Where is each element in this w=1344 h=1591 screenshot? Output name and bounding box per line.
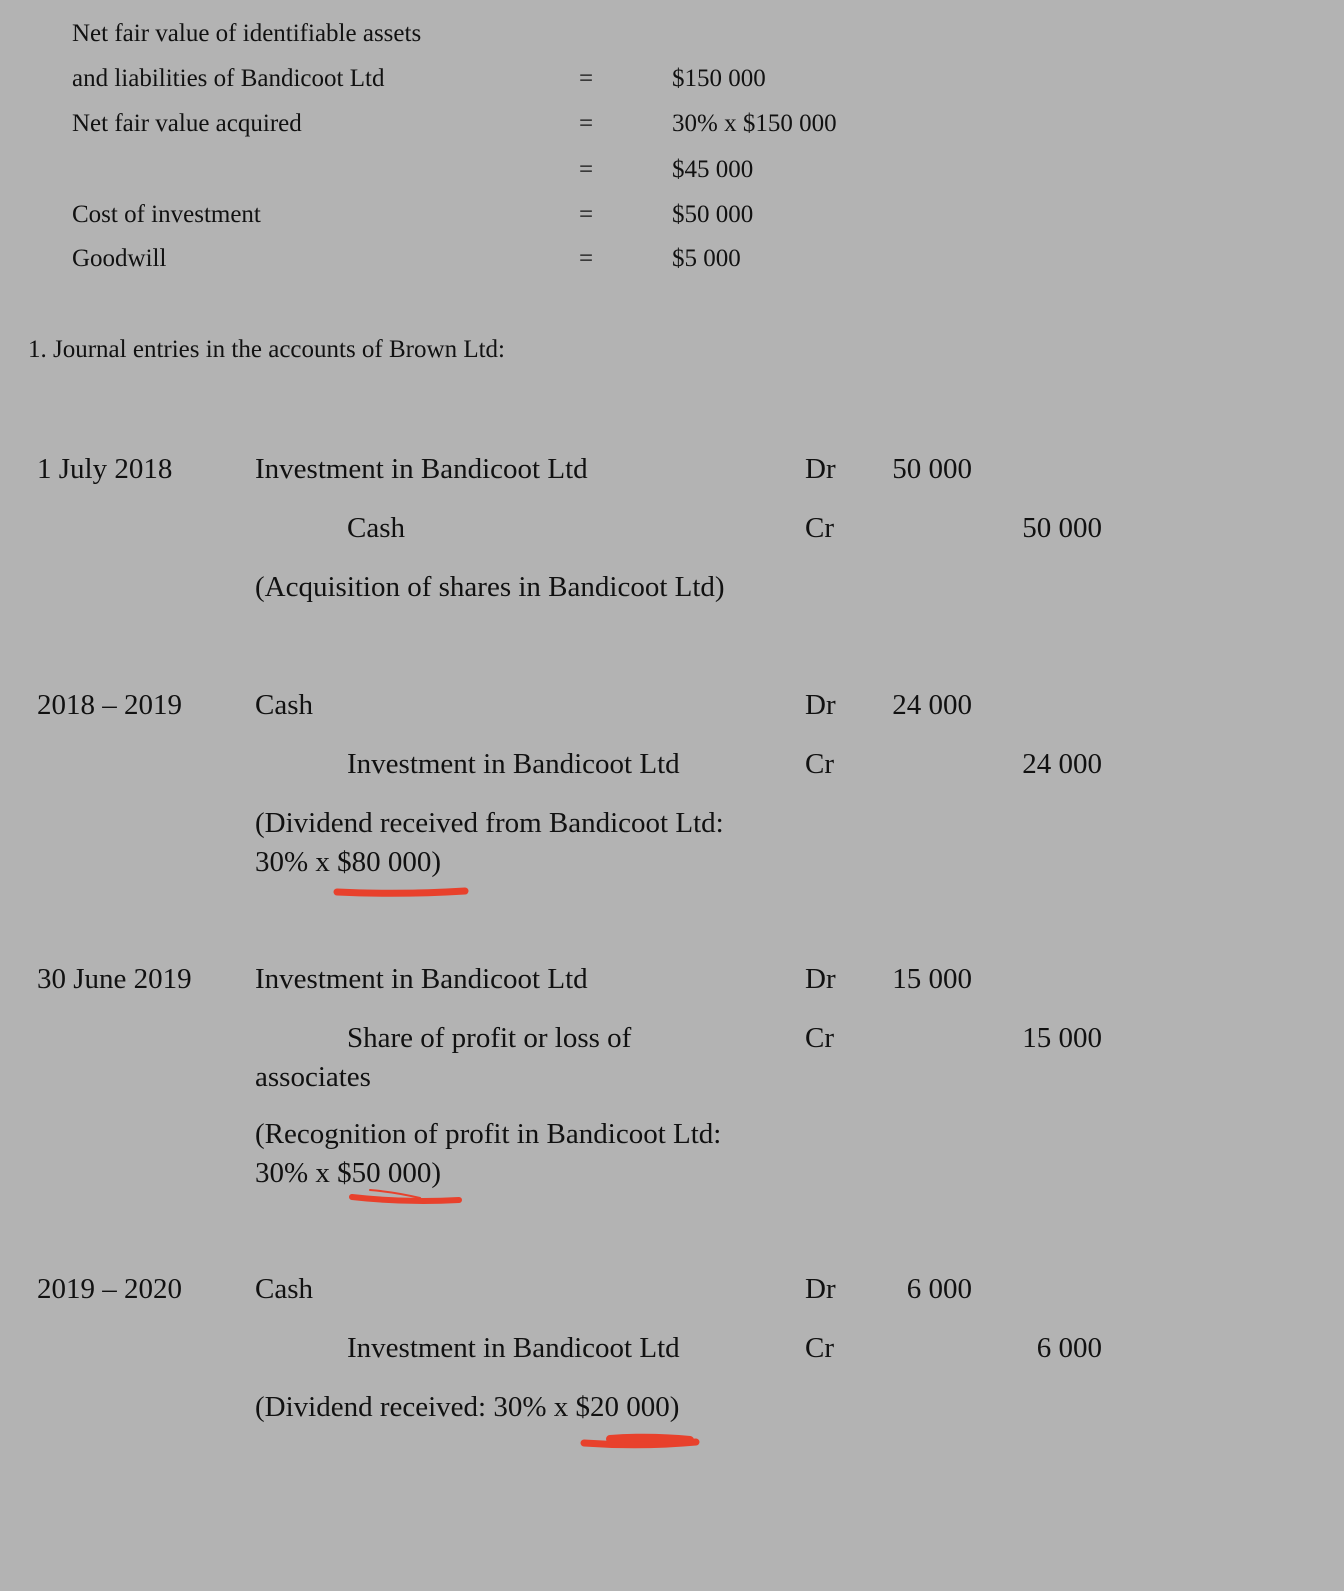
entry-debit-account: Cash xyxy=(255,689,313,721)
calc-label-goodwill: Goodwill xyxy=(72,245,167,272)
calc-value-cost-of-investment: $50 000 xyxy=(672,201,754,228)
red-underline-80000 xyxy=(337,891,465,893)
entry-debit-amount: 15 000 xyxy=(892,963,972,995)
calc-value-acquired: $45 000 xyxy=(672,156,754,183)
entry-credit-account: Cash xyxy=(347,512,405,544)
entry-dr-marker: Dr xyxy=(805,689,836,721)
calc-value-net-fair-value: $150 000 xyxy=(672,65,766,92)
entry-date: 30 June 2019 xyxy=(37,963,192,995)
calc-label-net-fair-value: Net fair value of identifiable assets xyxy=(72,20,422,47)
entry-debit-amount: 24 000 xyxy=(892,689,972,721)
entry-narration: (Recognition of profit in Bandicoot Ltd: xyxy=(255,1118,722,1150)
calc-equals: = xyxy=(579,110,594,137)
calc-label-assets-liabilities: and liabilities of Bandicoot Ltd xyxy=(72,65,385,92)
entry-narration: 30% x $50 000) xyxy=(255,1157,442,1189)
entry-narration: (Dividend received from Bandicoot Ltd: xyxy=(255,807,724,839)
red-underline-20000-blob xyxy=(610,1438,690,1440)
entry-credit-amount: 15 000 xyxy=(1022,1022,1102,1054)
entry-debit-account: Investment in Bandicoot Ltd xyxy=(255,963,588,995)
calc-value-acquired-formula: 30% x $150 000 xyxy=(672,110,837,137)
entry-cr-marker: Cr xyxy=(805,1332,834,1364)
journal-heading: 1. Journal entries in the accounts of Brown Ltd: xyxy=(28,336,505,363)
calc-label-cost-of-investment: Cost of investment xyxy=(72,201,261,228)
entry-dr-marker: Dr xyxy=(805,1273,836,1305)
entry-date: 2019 – 2020 xyxy=(37,1273,182,1305)
entry-cr-marker: Cr xyxy=(805,748,834,780)
entry-narration: (Dividend received: 30% x $20 000) xyxy=(255,1391,680,1423)
entry-debit-account: Investment in Bandicoot Ltd xyxy=(255,453,588,485)
entry-debit-account: Cash xyxy=(255,1273,313,1305)
calc-value-goodwill: $5 000 xyxy=(672,245,741,272)
entry-credit-amount: 50 000 xyxy=(1022,512,1102,544)
calc-equals: = xyxy=(579,201,594,228)
entry-credit-amount: 24 000 xyxy=(1022,748,1102,780)
entry-narration: 30% x $80 000) xyxy=(255,846,442,878)
red-underline-50000 xyxy=(352,1197,459,1201)
entry-cr-marker: Cr xyxy=(805,1022,834,1054)
entry-credit-account: Share of profit or loss of xyxy=(347,1022,632,1054)
entry-date: 1 July 2018 xyxy=(37,453,173,485)
calc-equals: = xyxy=(579,65,594,92)
calc-equals: = xyxy=(579,245,594,272)
entry-credit-account: associates xyxy=(255,1061,371,1093)
entry-dr-marker: Dr xyxy=(805,453,836,485)
entry-dr-marker: Dr xyxy=(805,963,836,995)
calc-label-net-fair-value-acquired: Net fair value acquired xyxy=(72,110,302,137)
calc-equals: = xyxy=(579,156,594,183)
entry-credit-account: Investment in Bandicoot Ltd xyxy=(347,748,680,780)
entry-narration: (Acquisition of shares in Bandicoot Ltd) xyxy=(255,571,725,603)
entry-date: 2018 – 2019 xyxy=(37,689,182,721)
entry-credit-account: Investment in Bandicoot Ltd xyxy=(347,1332,680,1364)
entry-debit-amount: 50 000 xyxy=(892,453,972,485)
entry-credit-amount: 6 000 xyxy=(1036,1332,1102,1364)
entry-cr-marker: Cr xyxy=(805,512,834,544)
entry-debit-amount: 6 000 xyxy=(906,1273,972,1305)
